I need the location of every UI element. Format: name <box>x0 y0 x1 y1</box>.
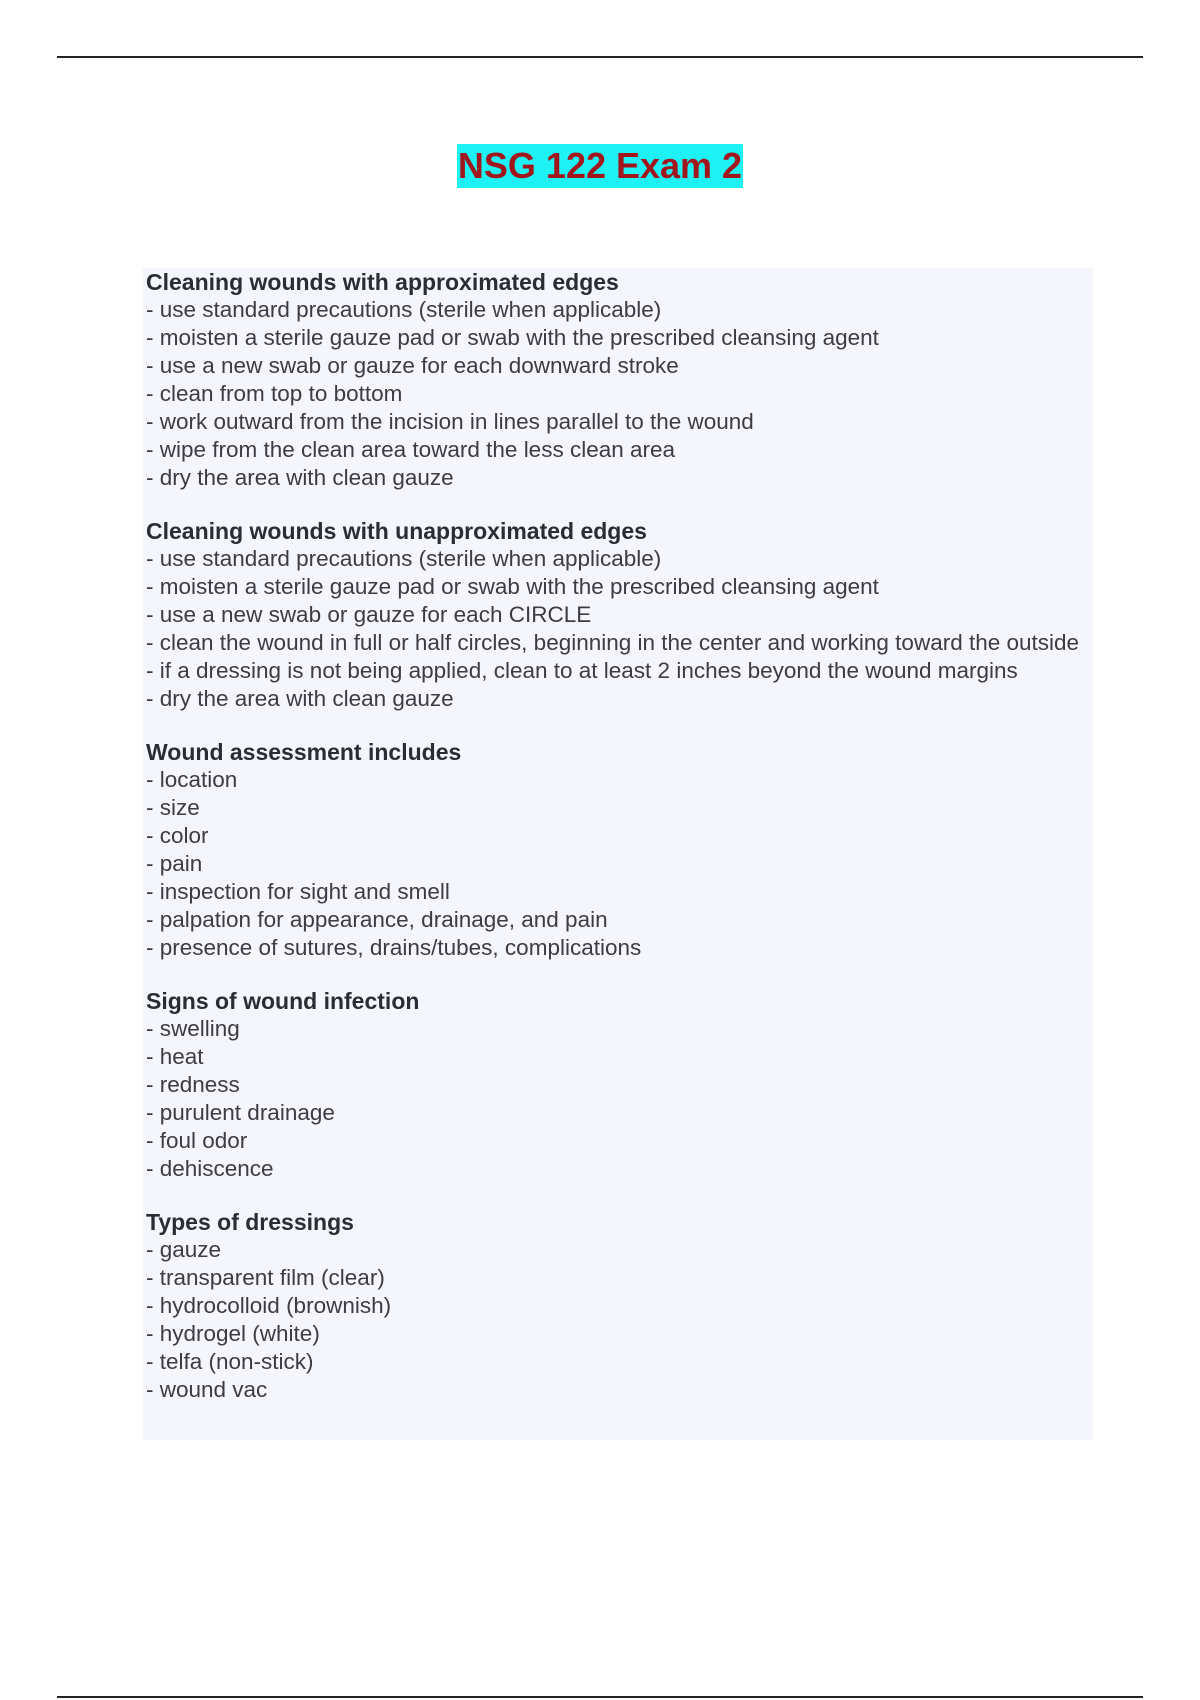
list-item: - hydrogel (white) <box>146 1321 320 1346</box>
top-rule <box>57 56 1143 58</box>
list-item: - foul odor <box>146 1128 248 1153</box>
section-heading: Cleaning wounds with unapproximated edges <box>146 518 647 544</box>
list-item: - purulent drainage <box>146 1100 335 1125</box>
list-item: - clean the wound in full or half circles, beginning in the center and working toward the outside <box>146 630 1080 655</box>
section-wound-infection <box>146 987 1093 1183</box>
section-wound-assessment <box>146 738 1093 962</box>
document-title: NSG 122 Exam 2 <box>457 145 743 186</box>
list-item: - moisten a sterile gauze pad or swab with the prescribed cleansing agent <box>146 574 879 599</box>
bottom-rule <box>57 1696 1143 1698</box>
list-item: - color <box>146 823 209 848</box>
list-item: - swelling <box>146 1016 240 1041</box>
list-item: - palpation for appearance, drainage, and pain <box>146 907 608 932</box>
list-item: - telfa (non-stick) <box>146 1349 314 1374</box>
list-item: - hydrocolloid (brownish) <box>146 1293 392 1318</box>
list-item: - inspection for sight and smell <box>146 879 450 904</box>
section-heading: Cleaning wounds with approximated edges <box>146 269 619 295</box>
list-item: - location <box>146 767 238 792</box>
list-item: - use standard precautions (sterile when applicable) <box>146 297 662 322</box>
list-item: - moisten a sterile gauze pad or swab with the prescribed cleansing agent <box>146 325 879 350</box>
list-item: - wipe from the clean area toward the less clean area <box>146 437 676 462</box>
list-item: - if a dressing is not being applied, clean to at least 2 inches beyond the wound margins <box>146 658 1018 683</box>
section-approximated-edges <box>146 268 1093 492</box>
section-heading: Signs of wound infection <box>146 988 420 1014</box>
list-item: - dry the area with clean gauze <box>146 465 454 490</box>
section-heading: Wound assessment includes <box>146 739 462 765</box>
section-dressing-types <box>146 1208 1093 1404</box>
list-item: - transparent film (clear) <box>146 1265 385 1290</box>
section-unapproximated-edges <box>146 517 1093 713</box>
notes-content <box>143 268 1093 1440</box>
list-item: - use a new swab or gauze for each CIRCLE <box>146 602 592 627</box>
list-item: - heat <box>146 1044 204 1069</box>
list-item: - gauze <box>146 1237 222 1262</box>
section-heading: Types of dressings <box>146 1209 354 1235</box>
list-item: - clean from top to bottom <box>146 381 403 406</box>
list-item: - dehiscence <box>146 1156 274 1181</box>
list-item: - redness <box>146 1072 240 1097</box>
list-item: - use standard precautions (sterile when applicable) <box>146 546 662 571</box>
list-item: - size <box>146 795 200 820</box>
list-item: - work outward from the incision in lines parallel to the wound <box>146 409 754 434</box>
list-item: - pain <box>146 851 203 876</box>
list-item: - presence of sutures, drains/tubes, complications <box>146 935 642 960</box>
list-item: - dry the area with clean gauze <box>146 686 454 711</box>
title-area <box>0 144 1200 188</box>
list-item: - wound vac <box>146 1377 268 1402</box>
list-item: - use a new swab or gauze for each downward stroke <box>146 353 679 378</box>
